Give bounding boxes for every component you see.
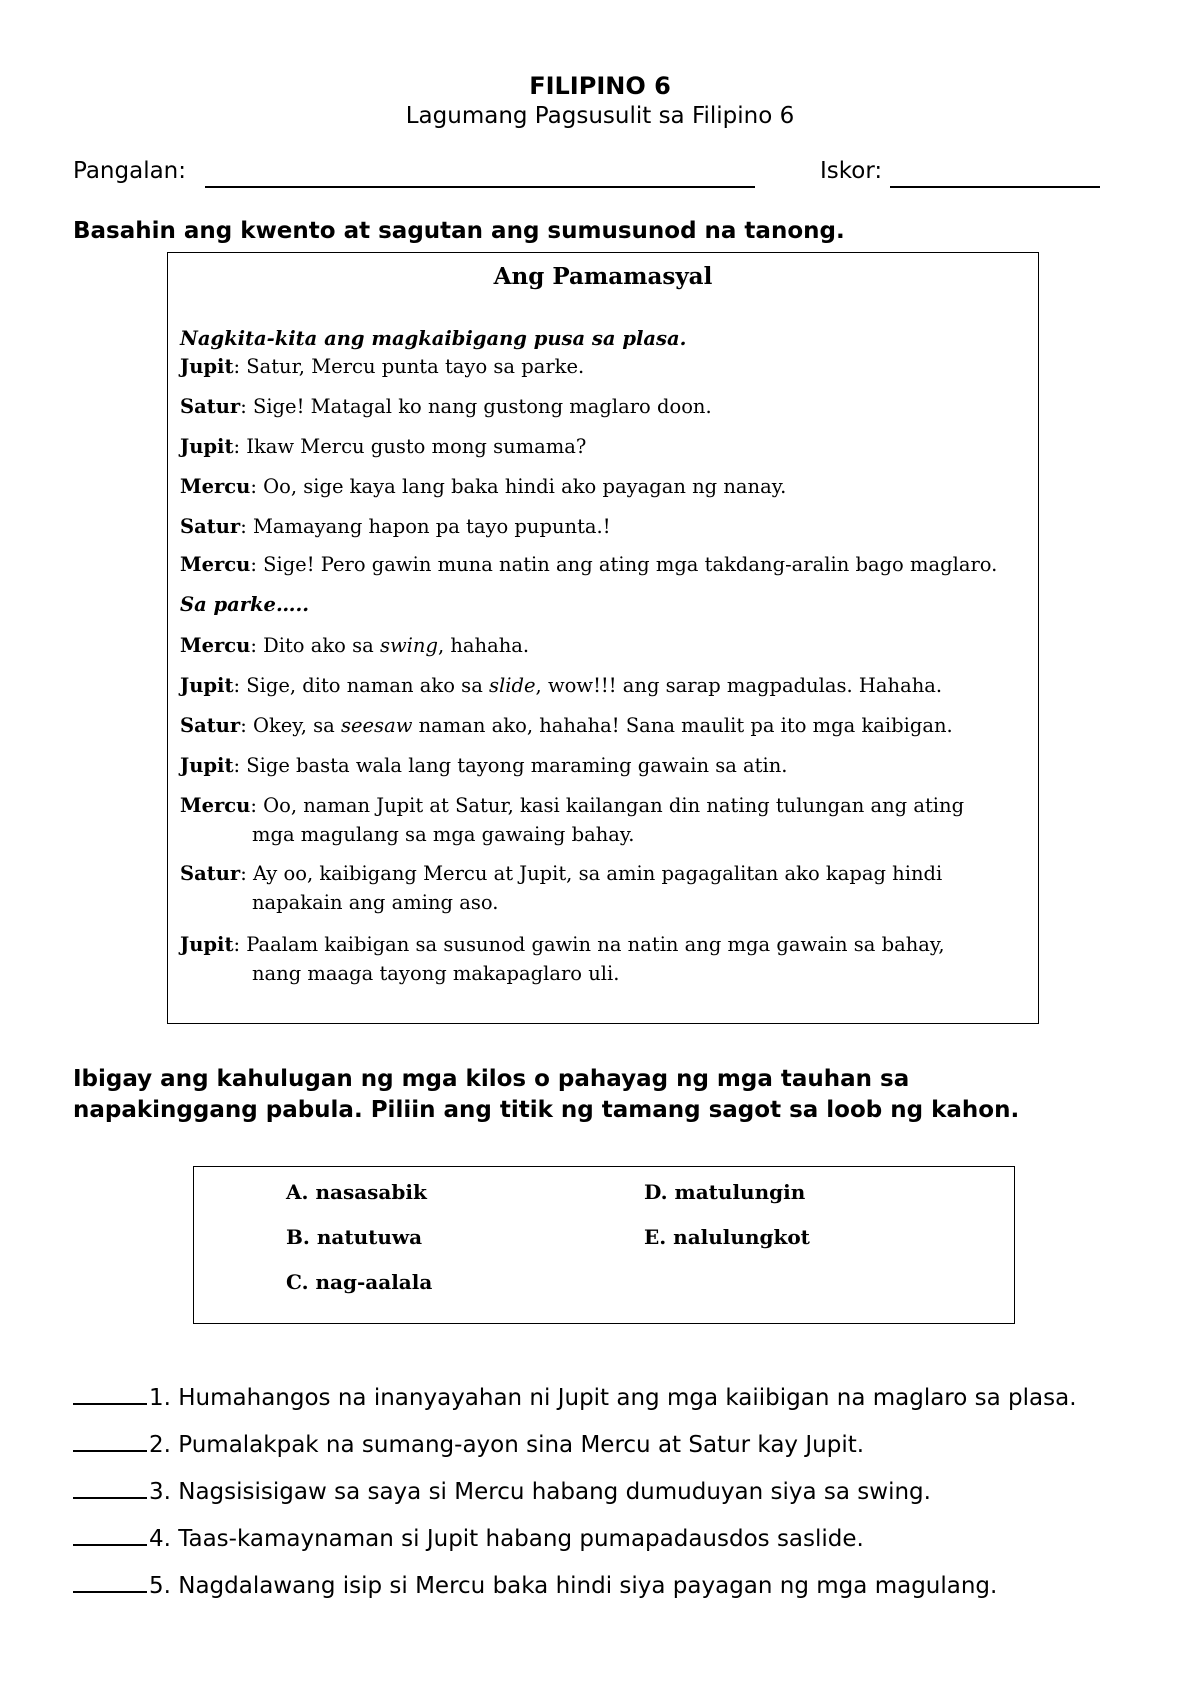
choice-e: E. nalulungkot <box>644 1225 810 1249</box>
dialogue-line <box>180 512 1030 541</box>
dialogue-text: : Sige, dito naman ako sa <box>233 674 490 697</box>
speaker-name: Mercu <box>180 475 251 498</box>
name-label: Pangalan: <box>73 158 187 184</box>
question-item <box>73 1520 864 1552</box>
dialogue-line <box>180 550 1030 579</box>
speaker-name: Mercu <box>180 553 251 576</box>
page-subtitle: Lagumang Pagsusulit sa Filipino 6 <box>405 103 795 129</box>
speaker-name: Satur <box>180 515 241 538</box>
speaker-name: Jupit <box>180 754 234 777</box>
choices-box <box>193 1166 1015 1324</box>
question-text: 4. Taas-kamaynaman si Jupit habang pumapadausdos saslide. <box>149 1526 864 1552</box>
dialogue-text: : Oo, sige kaya lang baka hindi ako payagan ng nanay. <box>250 475 787 498</box>
choice-d: D. matulungin <box>644 1180 806 1204</box>
story-scene-parke: Sa parke….. <box>180 593 310 616</box>
speaker-name: Jupit <box>180 933 234 956</box>
question-item <box>73 1379 1077 1411</box>
question-text: 5. Nagdalawang isip si Mercu baka hindi siya payagan ng mga magulang. <box>149 1573 998 1599</box>
choice-c: C. nag-aalala <box>286 1270 433 1294</box>
reading-instruction: Basahin ang kwento at sagutan ang sumusunod na tanong. <box>73 218 845 244</box>
dialogue-text: : Dito ako sa <box>250 634 380 657</box>
dialogue-text: : Mamayang hapon pa tayo pupunta.! <box>240 515 611 538</box>
dialogue-line <box>180 392 1030 421</box>
dialogue-text: : Oo, naman Jupit at Satur, kasi kailangan din nating tulungan ang ating <box>250 794 965 817</box>
answer-blank[interactable] <box>73 1520 147 1546</box>
dialogue-text: : Okey, sa <box>240 714 341 737</box>
dialogue-text: : Satur, Mercu punta tayo sa parke. <box>233 355 585 378</box>
dialogue-line <box>180 711 1030 740</box>
dialogue-continuation: napakain ang aming aso. <box>252 891 499 914</box>
dialogue-text: : Ay oo, kaibigang Mercu at Jupit, sa amin pagagalitan ako kapag hindi <box>240 862 943 885</box>
speaker-name: Satur <box>180 395 241 418</box>
question-text: 3. Nagsisisigaw sa saya si Mercu habang dumuduyan siya sa swing. <box>149 1479 931 1505</box>
dialogue-line <box>180 859 1030 917</box>
speaker-name: Jupit <box>180 435 234 458</box>
dialogue-continuation: mga magulang sa mga gawaing bahay. <box>252 823 635 846</box>
score-label: Iskor: <box>820 158 883 184</box>
question-item <box>73 1567 997 1599</box>
instruction-line: Ibigay ang kahulugan ng mga kilos o pahayag ng mga tauhan sa <box>73 1066 910 1092</box>
dialogue-emphasis: slide <box>489 674 536 697</box>
story-box <box>167 252 1039 1024</box>
dialogue-text: : Paalam kaibigan sa susunod gawin na natin ang mga gawain sa bahay, <box>233 933 945 956</box>
question-item <box>73 1473 931 1505</box>
page-title: FILIPINO 6 <box>529 72 671 100</box>
speaker-name: Mercu <box>180 794 251 817</box>
dialogue-line <box>180 791 1030 849</box>
speaker-name: Jupit <box>180 355 234 378</box>
choice-b: B. natutuwa <box>286 1225 423 1249</box>
dialogue-text: : Sige! Pero gawin muna natin ang ating mga takdang-aralin bago maglaro. <box>250 553 998 576</box>
story-title: Ang Pamamasyal <box>493 263 713 290</box>
dialogue-line <box>180 930 1030 988</box>
dialogue-continuation: nang maaga tayong makapaglaro uli. <box>252 962 620 985</box>
question-text: 1. Humahangos na inanyayahan ni Jupit ang mga kaiibigan na maglaro sa plasa. <box>149 1385 1077 1411</box>
answer-blank[interactable] <box>73 1379 147 1405</box>
dialogue-text: , wow!!! ang sarap magpadulas. Hahaha. <box>535 674 943 697</box>
speaker-name: Satur <box>180 862 241 885</box>
question-text: 2. Pumalakpak na sumang-ayon sina Mercu at Satur kay Jupit. <box>149 1432 865 1458</box>
dialogue-text: : Ikaw Mercu gusto mong sumama? <box>233 435 587 458</box>
answer-blank[interactable] <box>73 1567 147 1593</box>
dialogue-line <box>180 631 1030 660</box>
speaker-name: Mercu <box>180 634 251 657</box>
story-scene-plasa: Nagkita-kita ang magkaibigang pusa sa plasa. <box>180 327 687 350</box>
question-item <box>73 1426 864 1458</box>
dialogue-line <box>180 671 1030 700</box>
dialogue-text: : Sige basta wala lang tayong maraming gawain sa atin. <box>233 754 788 777</box>
dialogue-line <box>180 432 1030 461</box>
dialogue-line <box>180 352 1030 381</box>
dialogue-line <box>180 472 1030 501</box>
dialogue-emphasis: seesaw <box>340 714 413 737</box>
name-field[interactable] <box>205 186 755 188</box>
instruction-line: napakinggang pabula. Piliin ang titik ng tamang sagot sa loob ng kahon. <box>73 1097 1020 1123</box>
answer-blank[interactable] <box>73 1426 147 1452</box>
answer-blank[interactable] <box>73 1473 147 1499</box>
dialogue-line <box>180 751 1030 780</box>
speaker-name: Satur <box>180 714 241 737</box>
dialogue-text: , hahaha. <box>437 634 530 657</box>
speaker-name: Jupit <box>180 674 234 697</box>
choice-a: A. nasasabik <box>286 1180 427 1204</box>
dialogue-text: : Sige! Matagal ko nang gustong maglaro doon. <box>240 395 712 418</box>
dialogue-text: naman ako, hahaha! Sana maulit pa ito mga kaibigan. <box>412 714 953 737</box>
question-instruction <box>73 1064 1019 1126</box>
score-field[interactable] <box>890 186 1100 188</box>
dialogue-emphasis: swing <box>379 634 438 657</box>
